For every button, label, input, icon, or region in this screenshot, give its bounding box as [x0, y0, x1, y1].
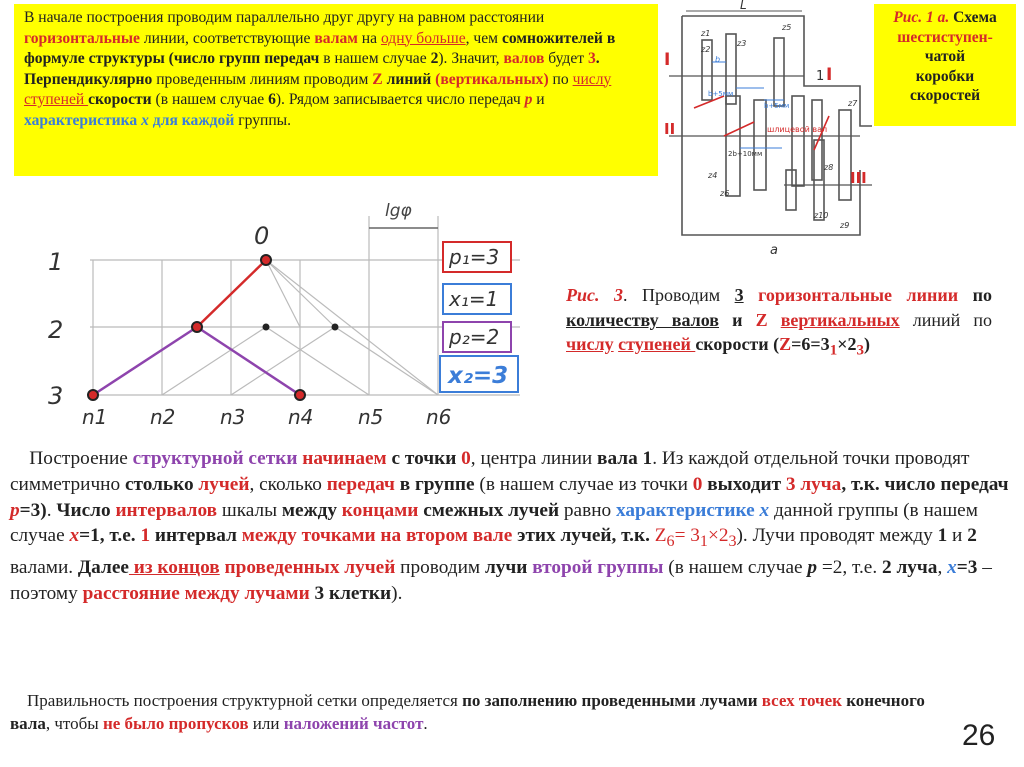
label-x2: x₂=3: [448, 363, 509, 389]
point-shaft3: [88, 390, 98, 400]
text: . Перпендикулярно: [24, 50, 600, 88]
text: будет: [544, 50, 588, 67]
text: равно: [559, 499, 616, 521]
text: по: [548, 70, 573, 88]
text: , чтобы: [45, 713, 103, 733]
text: =3: [956, 557, 978, 579]
text: проведенных лучей: [219, 557, 396, 579]
ray-purple: [93, 327, 197, 395]
label-z2: z2: [701, 45, 711, 54]
point-shaft2: [332, 324, 339, 331]
text: (в нашем случае: [151, 91, 269, 108]
text: выходит: [702, 473, 786, 495]
text: 3 клетки: [309, 582, 392, 604]
text: = 3: [674, 525, 700, 547]
text: В начале построения проводим параллельно друг другу на равном расстоянии: [24, 9, 545, 26]
text: , чем: [465, 29, 502, 47]
gear-rect: [792, 96, 804, 186]
text: ×2: [707, 525, 729, 547]
text: скорости (: [695, 334, 780, 354]
point-shaft2: [263, 324, 270, 331]
text: числу ступеней: [24, 70, 612, 108]
label-L: L: [740, 0, 747, 12]
label-z10: z10: [814, 211, 829, 220]
text: структурной сетки: [132, 448, 298, 469]
text: ×2: [837, 334, 857, 354]
label-p1: p₁=3: [449, 245, 500, 269]
text: из концов: [128, 557, 220, 579]
label-z1: z1: [701, 29, 711, 38]
text: =3): [19, 499, 47, 521]
text: и: [719, 309, 756, 330]
text: по: [958, 285, 993, 305]
text: характеристика: [24, 111, 138, 129]
text: – поэтому: [10, 557, 992, 604]
point-label-n4: n4: [288, 405, 314, 429]
text: смежных лучей: [418, 499, 560, 521]
text: этих лучей, т.к.: [512, 525, 650, 547]
text: линий: [382, 70, 436, 88]
text: 6: [666, 533, 675, 551]
text: 0: [461, 448, 471, 469]
label-p2: p₂=2: [449, 325, 500, 349]
text: горизонтальные: [758, 285, 893, 305]
text: сомножителей в формуле структуры (число групп передач: [24, 29, 616, 67]
label-z3: z3: [737, 39, 747, 48]
text: Рис. 3: [566, 285, 624, 305]
text: данной группы (в нашем случае: [10, 499, 978, 547]
caption-line: чатой: [924, 48, 966, 65]
text: .: [287, 111, 292, 129]
text: Z: [779, 334, 792, 354]
text: и: [532, 91, 545, 108]
text: в нашем случае: [319, 50, 431, 67]
ray-gray: [335, 327, 438, 395]
text: ступеней: [618, 334, 696, 354]
text: 0: [692, 473, 703, 495]
text: числу: [566, 334, 614, 354]
text: лучи: [484, 557, 528, 579]
text: p: [807, 557, 818, 579]
text: ). Лучи проводят между: [736, 525, 938, 547]
text: лучей: [193, 473, 250, 495]
shaft-label-1: 1: [48, 248, 64, 276]
text: расстояние между лучами: [82, 582, 310, 604]
conclusion-paragraph: [10, 690, 940, 735]
label-shaft-III: III: [850, 169, 867, 187]
text: , центра линии: [470, 448, 598, 469]
text: ,: [937, 557, 948, 579]
text: проводим: [400, 557, 485, 579]
text: ). Рядом записывается число передач: [275, 91, 525, 108]
caption-line: коробки: [915, 67, 975, 85]
text: 1: [829, 342, 838, 359]
text: ): [863, 334, 870, 354]
label-b5: b+5мм: [708, 90, 734, 98]
text: наложений частот: [283, 713, 424, 733]
text: Построение: [29, 448, 133, 469]
gear-rect: [754, 100, 766, 190]
text: .: [423, 713, 428, 733]
text: конечного вала: [10, 691, 925, 733]
text: 2 луча: [882, 557, 938, 579]
label-shaft-I-left: I: [664, 50, 671, 70]
text: p: [10, 499, 20, 521]
text: , т.е.: [99, 525, 141, 547]
gearbox-schema-figure: [664, 0, 872, 262]
text: концами: [336, 499, 419, 521]
point-label-n2: n2: [150, 405, 176, 429]
label-x1: x₁=1: [449, 287, 499, 311]
text: по заполнению проведенными лучами: [462, 691, 758, 710]
text: шкалы: [217, 499, 282, 521]
text: валами.: [10, 557, 78, 579]
gear-rect: [786, 170, 796, 210]
point-origin: [261, 255, 271, 265]
text: (в нашем случае из точки: [474, 473, 693, 495]
text: линии, соответствующие: [139, 29, 315, 47]
text: . Проводим: [623, 285, 735, 305]
point-label-n6: n6: [426, 405, 452, 429]
label-slot-shaft: шлицевой вал: [767, 125, 828, 134]
label-b5b: b+5мм: [764, 102, 790, 110]
text: x: [69, 525, 80, 547]
text: интервалов: [110, 499, 218, 521]
text: , т.к. число передач: [841, 473, 1009, 495]
text: p: [524, 91, 533, 108]
text: . Из каждой отдельной точки проводят симметрично: [10, 448, 970, 495]
shaft-label-2: 2: [48, 316, 64, 344]
lgphi-label: lgφ: [385, 201, 412, 221]
fig3-caption: [566, 283, 992, 363]
text: скорости: [88, 91, 152, 108]
text: и: [947, 525, 968, 547]
text: , сколько: [249, 473, 327, 495]
label-a: a: [770, 243, 778, 258]
gear-rect: [726, 96, 740, 196]
text: .: [46, 499, 57, 521]
text: или: [248, 713, 284, 733]
text: 3: [588, 50, 596, 67]
point-label-n1: n1: [82, 405, 108, 429]
red-arrow: [724, 122, 754, 136]
caption-line: шестиступен-: [897, 28, 993, 46]
text: вертикальных: [780, 309, 900, 330]
intro-text-box: [14, 4, 658, 176]
text: Z: [654, 525, 667, 547]
point-shaft2: [192, 322, 202, 332]
text: 2: [967, 525, 977, 547]
label-one: 1: [816, 69, 825, 84]
ray-gray: [266, 260, 300, 327]
point-label-n3: n3: [220, 405, 246, 429]
text: группы: [234, 111, 288, 129]
text: ). Значит,: [438, 50, 504, 67]
text: между: [281, 499, 337, 521]
point-label-n5: n5: [358, 405, 384, 429]
text: валов: [503, 50, 545, 67]
ray-gray: [266, 327, 369, 395]
text: между точками: [236, 525, 376, 547]
text: Правильность построения структурной сетки определяется: [27, 691, 463, 710]
page-number: 26: [962, 719, 996, 752]
label-z5: z5: [782, 23, 792, 32]
text: характеристике: [616, 499, 760, 521]
shaft-label-3: 3: [48, 382, 64, 410]
text: на втором вале: [375, 525, 513, 547]
label-b: b: [715, 55, 721, 64]
text: с точки: [386, 448, 462, 469]
text: 6: [268, 91, 276, 108]
text: x: [947, 557, 957, 579]
label-2b: 2b+10мм: [728, 150, 763, 158]
label-z7: z7: [848, 99, 858, 108]
text: (в нашем случае: [663, 557, 808, 579]
label-z4: z4: [708, 171, 718, 180]
text: для каждой: [148, 111, 235, 129]
point-shaft3: [295, 390, 305, 400]
text: линии: [906, 285, 959, 305]
text: не было пропусков: [102, 713, 249, 733]
text: =1: [79, 525, 100, 547]
figure-caption-box: [874, 4, 1016, 126]
structural-grid-figure: [40, 186, 530, 438]
text: ).: [391, 582, 403, 604]
text: =6=3: [791, 334, 830, 354]
text: всех точек: [757, 691, 842, 710]
text: одну больше: [380, 29, 466, 47]
gear-rect: [774, 38, 784, 106]
text: x: [137, 111, 149, 129]
text: столько: [124, 473, 194, 495]
text: 1: [140, 525, 151, 547]
text: второй группы: [527, 557, 664, 579]
caption-label: Рис. 1 а.: [893, 9, 950, 26]
text: 1: [937, 525, 948, 547]
label-shaft-II: II: [664, 120, 676, 138]
caption-line: скоростей: [909, 87, 981, 104]
label-z9: z9: [840, 221, 850, 230]
text: горизонтальные: [24, 29, 140, 47]
text: на: [357, 29, 381, 47]
text: =2, т.е.: [817, 557, 883, 579]
text: Число: [56, 499, 111, 521]
text: 1: [699, 533, 708, 551]
ray-purple: [197, 327, 300, 395]
caption-line: Схема: [953, 9, 997, 26]
text: Z: [372, 70, 383, 88]
text: 3: [728, 533, 737, 551]
text: валам: [314, 29, 358, 47]
text: x: [759, 499, 770, 521]
text: вала 1: [597, 448, 653, 469]
text: проведенным линиям проводим: [152, 70, 373, 88]
label-z8: z8: [824, 163, 834, 172]
text: (вертикальных): [435, 70, 549, 88]
main-paragraph: [10, 446, 1010, 607]
text: в группе: [394, 473, 475, 495]
text: начинаем: [297, 448, 387, 469]
text: 3 луча: [785, 473, 842, 495]
text: 2: [430, 50, 439, 67]
text: 3: [856, 342, 864, 359]
text: линий по: [899, 309, 993, 330]
text: Z: [755, 309, 768, 330]
label-shaft-I-right: I: [826, 65, 833, 85]
text: интервал: [150, 525, 237, 547]
text: передач: [326, 473, 395, 495]
text: 3: [734, 285, 744, 305]
label-z6: z6: [720, 189, 730, 198]
text: Далее: [77, 557, 129, 579]
text: количеству валов: [566, 309, 720, 330]
origin-label: 0: [254, 222, 270, 250]
